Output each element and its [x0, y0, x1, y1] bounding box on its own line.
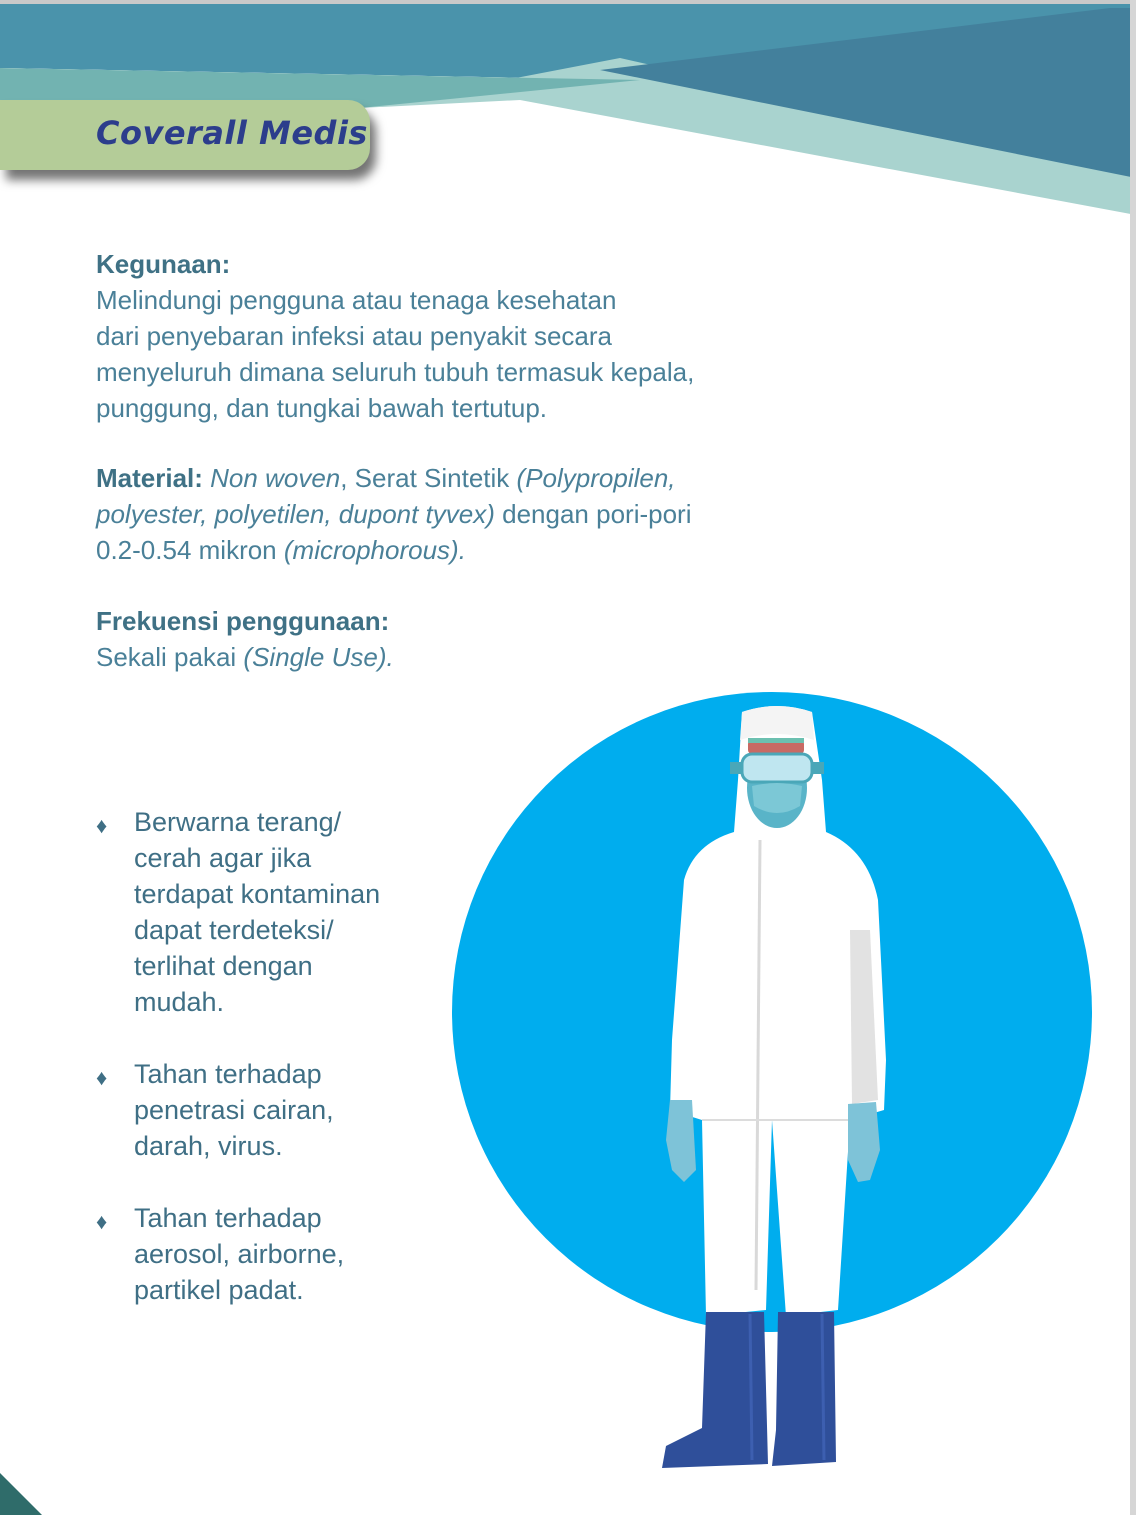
material-text: dengan pori-pori [494, 499, 692, 529]
right-boot [772, 1312, 836, 1466]
face-mask [752, 783, 802, 813]
list-item-line: mudah. [134, 987, 225, 1017]
list-item-line: Tahan terhadap [134, 1059, 322, 1089]
list-item-line: cerah agar jika [134, 843, 312, 873]
frekuensi-label: Frekuensi penggunaan: [96, 606, 390, 636]
material-label: Material: [96, 463, 203, 493]
kegunaan-line: Melindungi pengguna atau tenaga kesehatan [96, 285, 617, 315]
list-item-line: Tahan terhadap [134, 1203, 322, 1233]
material-text: Non woven [210, 463, 341, 493]
material-section [96, 460, 816, 568]
kegunaan-line: menyeluruh dimana seluruh tubuh termasuk kepala, [96, 357, 695, 387]
list-item [96, 1056, 436, 1164]
frekuensi-value: Sekali pakai [96, 642, 244, 672]
corner-accent [0, 1473, 42, 1515]
frekuensi-section [96, 603, 816, 675]
frekuensi-value: (Single Use). [243, 642, 394, 672]
list-item [96, 804, 436, 1020]
list-item-line: terlihat dengan [134, 951, 313, 981]
goggles [742, 754, 812, 782]
material-text: 0.2-0.54 mikron [96, 535, 284, 565]
list-item-line: partikel padat. [134, 1275, 304, 1305]
diamond-icon: ♦ [96, 1065, 108, 1090]
material-text: polyester, polyetilen, dupont tyvex) [96, 499, 495, 529]
kegunaan-line: punggung, dan tungkai bawah tertutup. [96, 393, 548, 423]
list-item-line: dapat terdeteksi/ [134, 915, 334, 945]
kegunaan-label: Kegunaan: [96, 249, 231, 279]
page-right-border [1130, 0, 1136, 1515]
list-item [96, 1200, 436, 1308]
diamond-icon: ♦ [96, 1209, 108, 1234]
list-item-line: Berwarna terang/ [134, 807, 342, 837]
feature-list [96, 804, 436, 1344]
material-text: (Polypropilen, [516, 463, 676, 493]
kegunaan-section [96, 246, 816, 426]
diamond-icon: ♦ [96, 813, 108, 838]
list-item-line: terdapat kontaminan [134, 879, 381, 909]
material-text: (microphorous). [283, 535, 466, 565]
list-item-line: penetrasi cairan, [134, 1095, 334, 1125]
kegunaan-line: dari penyebaran infeksi atau penyakit secara [96, 321, 612, 351]
coverall-illustration [440, 680, 1100, 1480]
material-text: , Serat Sintetik [340, 463, 517, 493]
list-item-line: aerosol, airborne, [134, 1239, 345, 1269]
list-item-line: darah, virus. [134, 1131, 283, 1161]
page-title: Coverall Medis [96, 114, 368, 152]
